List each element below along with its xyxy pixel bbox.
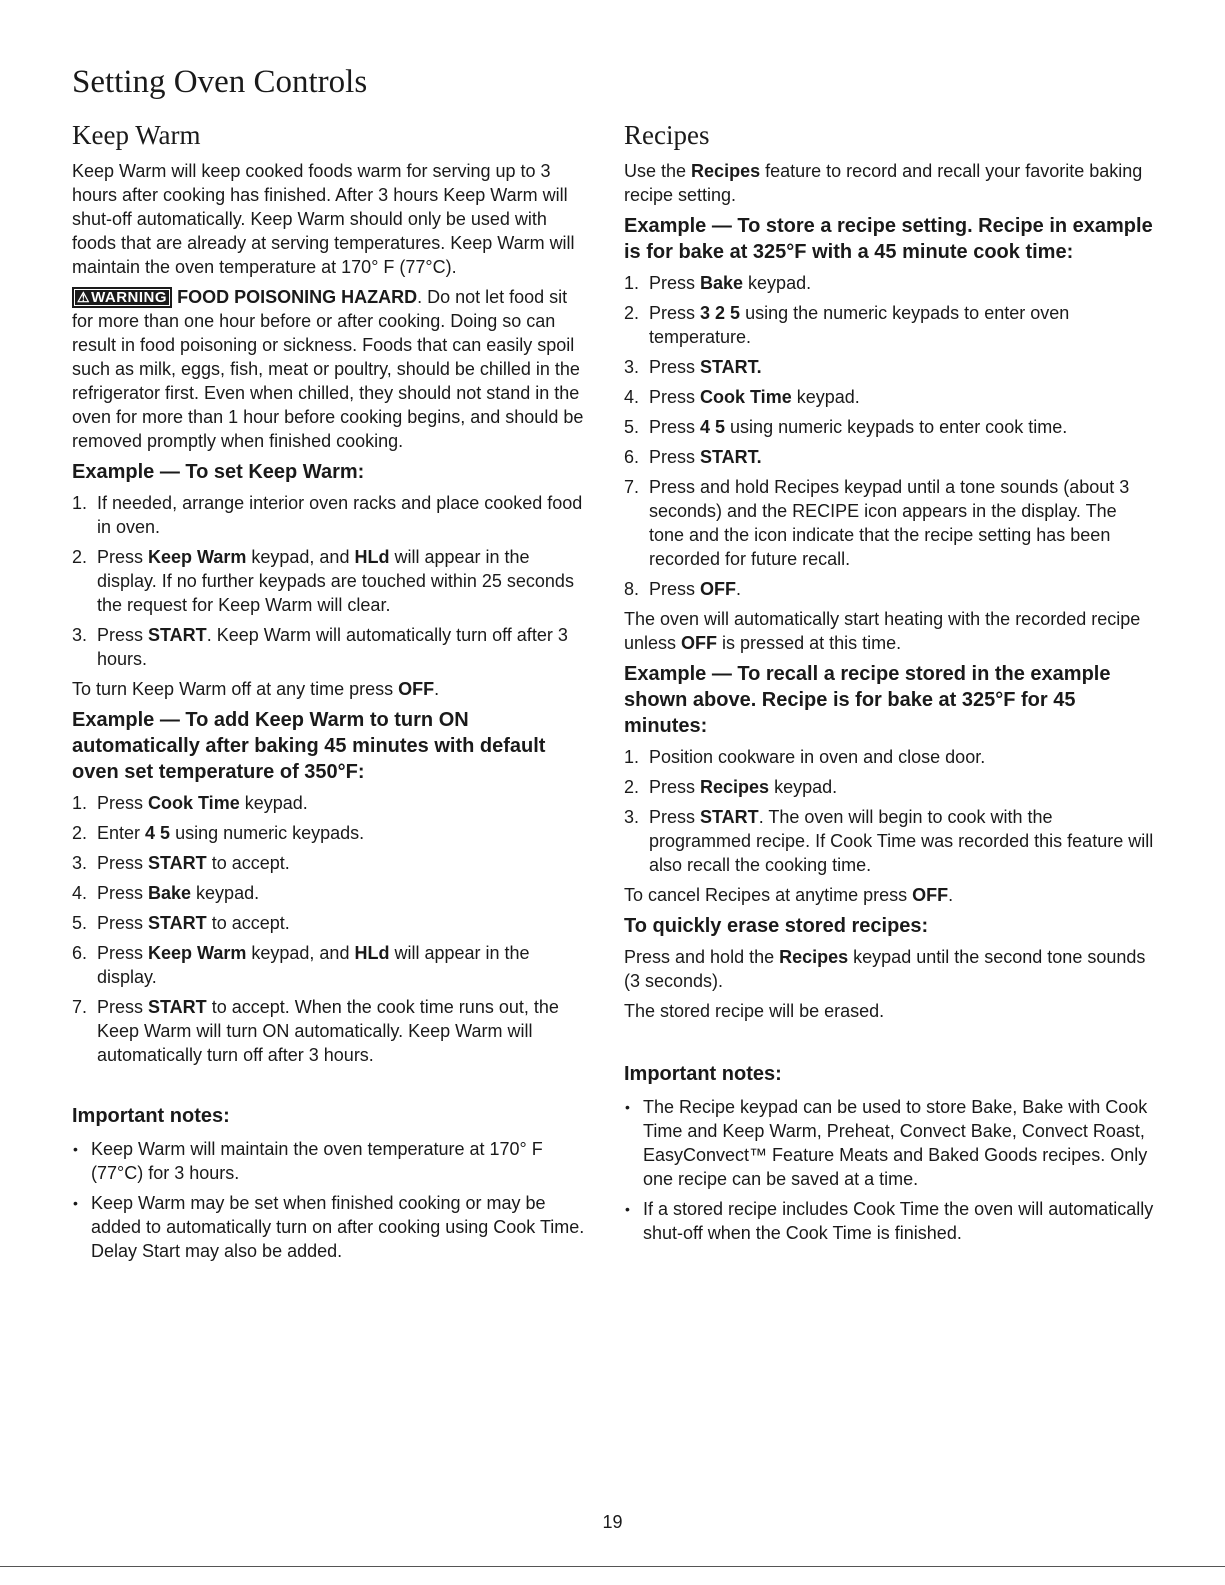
bold-term: Cook Time bbox=[148, 793, 240, 813]
text-run: keypad. bbox=[743, 273, 812, 293]
recipes-erase-text2: The stored recipe will be erased. bbox=[624, 1001, 885, 1021]
text-run: Press bbox=[97, 625, 149, 645]
bold-term: Keep Warm bbox=[148, 943, 247, 963]
step-item bbox=[624, 415, 1154, 439]
bold-term: START. bbox=[700, 357, 762, 377]
recipes-example2-after bbox=[624, 883, 1154, 907]
step-item bbox=[624, 355, 1154, 379]
bullet-icon: • bbox=[625, 1099, 630, 1115]
step-item bbox=[624, 775, 1154, 799]
keep-warm-example2-heading: Example — To add Keep Warm to turn ON automatically after baking 45 minutes with default oven set temperature of 350°F: bbox=[72, 709, 546, 783]
step-number: 8. bbox=[624, 579, 640, 599]
keep-warm-example1-steps bbox=[72, 491, 588, 671]
bold-term: Bake bbox=[148, 883, 192, 903]
step-number: 5. bbox=[72, 913, 88, 933]
step-number: 2. bbox=[624, 777, 640, 797]
warning-triangle-icon: ⚠ bbox=[77, 289, 91, 305]
text-run: Press bbox=[649, 777, 701, 797]
text-run: using numeric keypads. bbox=[170, 823, 365, 843]
text-run: Press and hold Recipes keypad until a tone sounds (about 3 seconds) and the RECIPE icon appears in the display. The tone and the icon indicate that the recipe setting has been recorded for future recall. bbox=[649, 477, 1130, 569]
text-run: will appear in the display. bbox=[97, 943, 530, 987]
text-run: Position cookware in oven and close door. bbox=[649, 747, 986, 767]
text-run: Press and hold the bbox=[624, 947, 780, 967]
step-item bbox=[72, 623, 588, 671]
recipes-title: Recipes bbox=[624, 120, 710, 150]
text-run: Press bbox=[97, 793, 149, 813]
step-item bbox=[624, 301, 1154, 349]
bullet-icon: • bbox=[73, 1141, 78, 1157]
keep-warm-notes bbox=[72, 1137, 588, 1263]
warning-heading: FOOD POISONING HAZARD bbox=[177, 287, 418, 307]
note-item bbox=[624, 1197, 1154, 1245]
text-run: keypad. bbox=[769, 777, 838, 797]
text-run: Press bbox=[649, 357, 701, 377]
step-number: 2. bbox=[72, 547, 88, 567]
step-number: 6. bbox=[624, 447, 640, 467]
step-item bbox=[624, 475, 1154, 571]
step-item bbox=[624, 805, 1154, 877]
warning-text: . Do not let food sit for more than one hour before or after cooking. Doing so can result in food poisoning or sickness. Foods that can easily spoil such as milk, eggs, fish, meat or poultry, should be chilled in the refrigerator first. Even when chilled, they should not stand in the oven for more than 1 hour before cooking begins, and should be removed promptly when finished cooking. bbox=[72, 287, 584, 451]
text-run: keypad. bbox=[791, 387, 860, 407]
step-number: 4. bbox=[624, 387, 640, 407]
text-run: Enter bbox=[97, 823, 146, 843]
text-run: to accept. When the cook time runs out, the Keep Warm will turn ON automatically. Keep Warm will automatically turn off after 3 hours. bbox=[97, 997, 559, 1065]
text-run: . The oven will begin to cook with the programmed recipe. If Cook Time was recorded this feature will also recall the cooking time. bbox=[649, 807, 1154, 875]
warning-paragraph bbox=[72, 285, 588, 453]
bold-term: OFF bbox=[912, 885, 949, 905]
step-number: 2. bbox=[72, 823, 88, 843]
recipes-notes bbox=[624, 1095, 1154, 1245]
text-run: Press bbox=[97, 853, 149, 873]
text-run: Press bbox=[649, 807, 701, 827]
bold-term: START bbox=[148, 997, 207, 1017]
text-run: Press bbox=[649, 417, 701, 437]
text-run: Press bbox=[649, 579, 701, 599]
text-run: . bbox=[434, 679, 440, 699]
step-number: 5. bbox=[624, 417, 640, 437]
page-title: Setting Oven Controls bbox=[72, 64, 368, 100]
step-number: 7. bbox=[624, 477, 640, 497]
bullet-icon: • bbox=[625, 1201, 630, 1217]
recipes-example2-steps bbox=[624, 745, 1154, 877]
warning-badge-label: WARNING bbox=[91, 289, 168, 306]
text-run: Use the bbox=[624, 161, 692, 181]
step-number: 2. bbox=[624, 303, 640, 323]
step-number: 1. bbox=[72, 493, 88, 513]
bold-term: START. bbox=[700, 447, 762, 467]
step-item bbox=[624, 577, 1154, 601]
text-run: Press bbox=[649, 273, 701, 293]
bold-term: 3 2 5 bbox=[700, 303, 741, 323]
recipes-notes-heading: Important notes: bbox=[624, 1063, 782, 1085]
bold-term: START bbox=[148, 625, 207, 645]
text-run: keypad, and bbox=[246, 943, 355, 963]
keep-warm-example1-heading: Example — To set Keep Warm: bbox=[72, 461, 365, 483]
step-item bbox=[624, 445, 1154, 469]
step-item bbox=[72, 941, 588, 989]
bold-term: 4 5 bbox=[700, 417, 726, 437]
bold-term: HLd bbox=[354, 547, 390, 567]
bold-term: Keep Warm bbox=[148, 547, 247, 567]
text-run: . bbox=[948, 885, 954, 905]
text-run: keypad. bbox=[191, 883, 260, 903]
text-run: keypad, and bbox=[246, 547, 355, 567]
text-run: . bbox=[736, 579, 742, 599]
text-run: using the numeric keypads to enter oven temperature. bbox=[649, 303, 1070, 347]
step-item bbox=[72, 911, 588, 935]
step-item bbox=[72, 545, 588, 617]
recipes-erase-heading: To quickly erase stored recipes: bbox=[624, 915, 929, 937]
step-item bbox=[72, 491, 588, 539]
step-number: 7. bbox=[72, 997, 88, 1017]
bold-term: START bbox=[148, 913, 207, 933]
step-number: 1. bbox=[624, 747, 640, 767]
step-item bbox=[72, 995, 588, 1067]
text-run: Press bbox=[97, 547, 149, 567]
step-item bbox=[72, 821, 588, 845]
note-text: The Recipe keypad can be used to store Bake, Bake with Cook Time and Keep Warm, Preheat, Convect Bake, Convect Roast, EasyConvect™ Feature Meats and Baked Goods recipes. Only one recipe can be saved at a time. bbox=[643, 1097, 1148, 1189]
recipes-example2-heading: Example — To recall a recipe stored in the example shown above. Recipe is for bake at 325°F for 45 minutes: bbox=[624, 663, 1111, 737]
text-run: Press bbox=[97, 943, 149, 963]
keep-warm-example1-after bbox=[72, 677, 588, 701]
recipes-section bbox=[624, 120, 1154, 1251]
bold-term: HLd bbox=[354, 943, 390, 963]
note-text: Keep Warm will maintain the oven temperature at 170° F (77°C) for 3 hours. bbox=[91, 1139, 543, 1183]
text-run: The oven will automatically start heating with the recorded recipe unless bbox=[624, 609, 1141, 653]
keep-warm-section bbox=[72, 120, 588, 1269]
note-item bbox=[624, 1095, 1154, 1191]
step-item bbox=[72, 881, 588, 905]
recipes-erase-text bbox=[624, 945, 1154, 993]
recipes-example1-after bbox=[624, 607, 1154, 655]
bold-term: Recipes bbox=[700, 777, 770, 797]
text-run: to accept. bbox=[206, 913, 290, 933]
text-run: Press bbox=[649, 303, 701, 323]
step-item bbox=[72, 791, 588, 815]
text-run: is pressed at this time. bbox=[717, 633, 902, 653]
step-item bbox=[624, 745, 1154, 769]
note-item bbox=[72, 1191, 588, 1263]
step-number: 3. bbox=[624, 357, 640, 377]
recipes-example1-steps bbox=[624, 271, 1154, 601]
step-item bbox=[624, 271, 1154, 295]
keep-warm-notes-heading: Important notes: bbox=[72, 1105, 230, 1127]
text-run: To cancel Recipes at anytime press bbox=[624, 885, 913, 905]
keep-warm-example2-steps bbox=[72, 791, 588, 1067]
page-number: 19 bbox=[602, 1512, 623, 1532]
text-run: Press bbox=[97, 913, 149, 933]
recipes-example1-heading: Example — To store a recipe setting. Recipe in example is for bake at 325°F with a 45 minute cook time: bbox=[624, 215, 1153, 263]
text-run: using numeric keypads to enter cook time. bbox=[725, 417, 1068, 437]
bold-term: OFF bbox=[700, 579, 737, 599]
text-run: . Keep Warm will automatically turn off after 3 hours. bbox=[97, 625, 568, 669]
note-item bbox=[72, 1137, 588, 1185]
text-run: feature to record and recall your favorite baking recipe setting. bbox=[624, 161, 1143, 205]
bold-term: 4 5 bbox=[145, 823, 171, 843]
step-item bbox=[72, 851, 588, 875]
keep-warm-title: Keep Warm bbox=[72, 120, 201, 150]
keep-warm-intro: Keep Warm will keep cooked foods warm for serving up to 3 hours after cooking has finished. After 3 hours Keep Warm will shut-off automatically. Keep Warm should only be used with foods that are already at serving temperatures. Keep Warm will maintain the oven temperature at 170° F (77°C). bbox=[72, 161, 575, 277]
step-number: 3. bbox=[72, 625, 88, 645]
step-number: 1. bbox=[72, 793, 88, 813]
text-run: To turn Keep Warm off at any time press bbox=[72, 679, 399, 699]
bold-term: START bbox=[700, 807, 759, 827]
note-text: If a stored recipe includes Cook Time the oven will automatically shut-off when the Cook Time is finished. bbox=[643, 1199, 1154, 1243]
note-text: Keep Warm may be set when finished cooking or may be added to automatically turn on after cooking using Cook Time. Delay Start may also be added. bbox=[91, 1193, 585, 1261]
bold-term: Bake bbox=[700, 273, 744, 293]
step-number: 1. bbox=[624, 273, 640, 293]
text-run: will appear in the display. If no further keypads are touched within 25 seconds the request for Keep Warm will clear. bbox=[97, 547, 574, 615]
text-run: to accept. bbox=[206, 853, 290, 873]
step-item bbox=[624, 385, 1154, 409]
warning-badge bbox=[72, 287, 172, 308]
bold-term: Recipes bbox=[779, 947, 849, 967]
step-number: 3. bbox=[72, 853, 88, 873]
bold-term: OFF bbox=[681, 633, 718, 653]
text-run: Press bbox=[649, 387, 701, 407]
text-run: Press bbox=[649, 447, 701, 467]
step-number: 6. bbox=[72, 943, 88, 963]
step-number: 3. bbox=[624, 807, 640, 827]
text-run: Press bbox=[97, 883, 149, 903]
bold-term: Cook Time bbox=[700, 387, 792, 407]
text-run: keypad until the second tone sounds (3 seconds). bbox=[624, 947, 1146, 991]
recipes-intro bbox=[624, 159, 1154, 207]
bottom-rule bbox=[0, 1566, 1225, 1567]
bold-term: Recipes bbox=[691, 161, 761, 181]
text-run: If needed, arrange interior oven racks and place cooked food in oven. bbox=[97, 493, 583, 537]
text-run: keypad. bbox=[239, 793, 308, 813]
bold-term: OFF bbox=[398, 679, 435, 699]
bold-term: START bbox=[148, 853, 207, 873]
bullet-icon: • bbox=[73, 1195, 78, 1211]
text-run: Press bbox=[97, 997, 149, 1017]
step-number: 4. bbox=[72, 883, 88, 903]
